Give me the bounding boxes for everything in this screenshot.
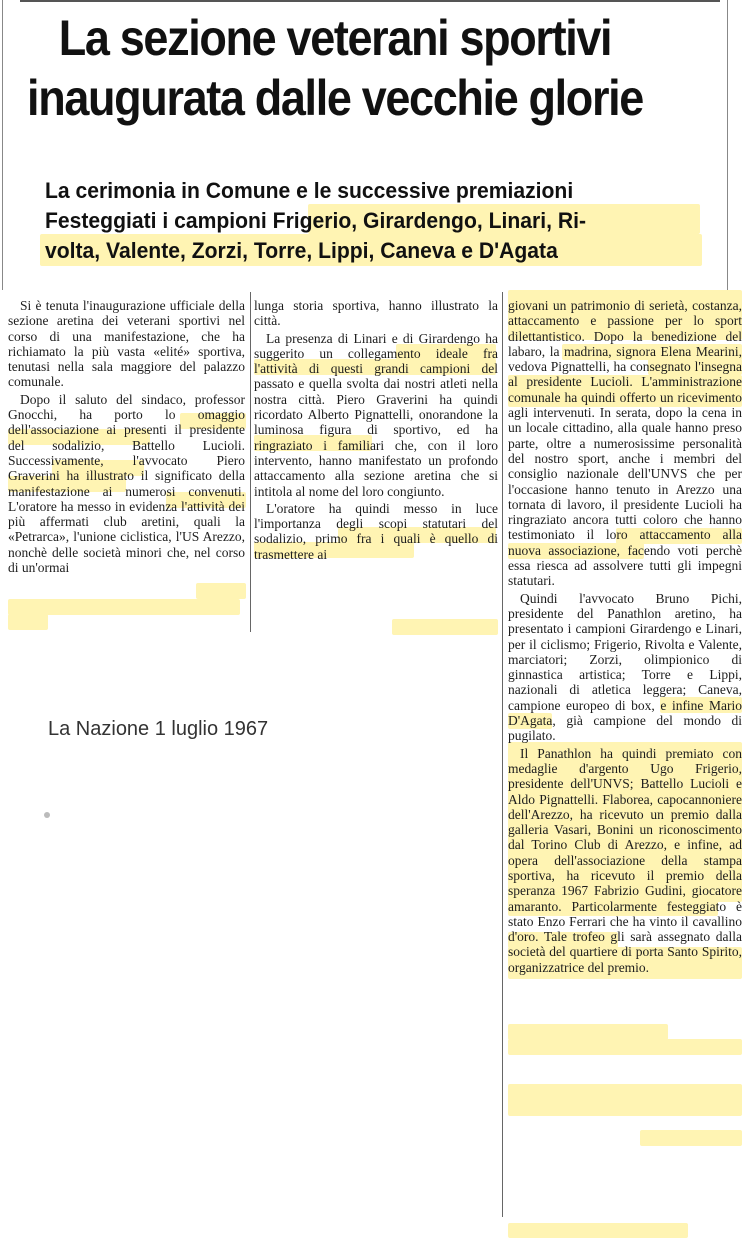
article-paragraph: L'oratore ha quindi messo in luce l'importanza degli scopi statutari del sodalizio, primo fra i quali è quello di trasmettere ai xyxy=(254,500,498,562)
headline-line-2: inaugurata dalle vecchie glorie xyxy=(27,70,643,126)
article-paragraph: Si è tenuta l'inaugurazione ufficiale della sezione aretina dei veterani sportivi nel corso di una manifestazione, che ha richiamato la più vasta «elité» sportiva, tenutasi nella sala maggiore del palazzo comunale. xyxy=(8,298,245,390)
highlight-mark xyxy=(8,614,48,630)
headline xyxy=(20,8,650,128)
subheadline-line-3: volta, Valente, Zorzi, Torre, Lippi, Caneva e D'Agata xyxy=(45,238,558,263)
source-caption: La Nazione 1 luglio 1967 xyxy=(48,718,269,740)
highlight-mark xyxy=(508,1024,668,1040)
article-column-3 xyxy=(508,298,742,977)
article-paragraph: Il Panathlon ha quindi premiato con medaglie d'argento Ugo Frigerio, presidente dell'UNVS; Battello Lucioli e Aldo Pignattelli. Flaborea, capocannoniere dell'Arezzo, ha ricevuto un premio dalla galleria Vasari, Bonini un riconoscimento dal Torino Club di Arezzo, e infine, ad opera dell'associazione della stampa sportiva, ha ricevuto il premio della speranza 1967 Fabrizio Gudini, giocatore amaranto. Particolarmente festeggiato è stato Enzo Ferrari che ha vinto il cavallino d'oro. Tale trofeo gli sarà assegnato dalla società del quartiere di porta Santo Spirito, organizzatrice del premio. xyxy=(508,745,742,975)
highlight-mark xyxy=(392,619,498,635)
subheadline-line-1: La cerimonia in Comune e le successive premiazioni xyxy=(45,178,574,203)
highlight-mark xyxy=(508,1223,688,1238)
clipping-right-border xyxy=(727,0,728,290)
article-paragraph: lunga storia sportiva, hanno illustrato la città. xyxy=(254,298,498,329)
clipping-left-border xyxy=(2,0,3,290)
headline-line-1: La sezione veterani sportivi xyxy=(58,10,612,66)
article-paragraph: Quindi l'avvocato Bruno Pichi, presidente del Panathlon aretino, ha presentato i campioni Girardengo e Linari, per il ciclismo; Frigerio, Rivolta e Valente, marciatori; Zorzi, olimpionico di ginnastica artistica; Torre e Lippi, nazionali di atletica leggera; Caneva, campione europeo di box, e infine Mario D'Agata, già campione del mondo di pugilato. xyxy=(508,590,742,744)
column-divider xyxy=(250,292,251,632)
highlight-mark xyxy=(508,1039,742,1055)
article-column-1 xyxy=(8,298,245,577)
article-paragraph: Dopo il saluto del sindaco, professor Gnocchi, ha porto lo omaggio dell'associazione ai presenti il presidente del sodalizio, Battello Lucioli. Successivamente, l'avvocato Piero Graverini ha illustrato il significato della manifestazione ai numerosi convenuti. L'oratore ha messo in evidenza l'attività dei più affermati club aretini, quali la «Petrarca», l'unione ciclistica, l'US Arezzo, nonchè delle società minori che, nel corso di un'ormai xyxy=(8,391,245,576)
article-paragraph: giovani un patrimonio di serietà, costanza, attaccamento e passione per lo sport dilettantistico. Dopo la benedizione del labaro, la madrina, signora Elena Mearini, vedova Pignattelli, ha consegnato l'insegna al presidente Lucioli. L'amministrazione comunale ha quindi offerto un ricevimento agli intervenuti. In serata, dopo la cena in un locale cittadino, alla quale hanno preso parte, oltre a numerosissime personalità del nostro sport, anche i membri del consiglio nazionale dell'UNVS che per l'occasione hanno tenuto in Arezzo una tornata di lavoro, il presidente Lucioli ha ringraziato ancora tutti coloro che hanno testimoniato il loro attaccamento alla nuova associazione, facendo voti perchè essa riesca ad assolvere tutti gli impegni statutari. xyxy=(508,298,742,589)
paper-speck xyxy=(44,812,50,818)
highlight-mark xyxy=(8,599,240,615)
highlight-mark xyxy=(508,1084,742,1116)
subheadline-line-2: Festeggiati i campioni Frigerio, Girardengo, Linari, Ri- xyxy=(45,208,586,233)
column-divider xyxy=(502,292,503,1217)
highlight-mark xyxy=(640,1130,742,1146)
subheadline xyxy=(45,176,679,266)
article-column-2 xyxy=(254,298,498,564)
article-paragraph: La presenza di Linari e di Girardengo ha suggerito un collegamento ideale fra l'attività di questi grandi campioni del passato e quella svolta dai nostri atleti nella nostra città. Piero Graverini ha quindi ricordato Alberto Pignattelli, onorandone la luminosa figura di sportivo, ed ha ringraziato i familiari che, con il loro intervento, hanno manifestato un profondo attaccamento alla sezione aretina che si intitola al nome del loro congiunto. xyxy=(254,330,498,499)
highlight-mark xyxy=(196,583,246,599)
clipping-top-border xyxy=(20,0,720,2)
